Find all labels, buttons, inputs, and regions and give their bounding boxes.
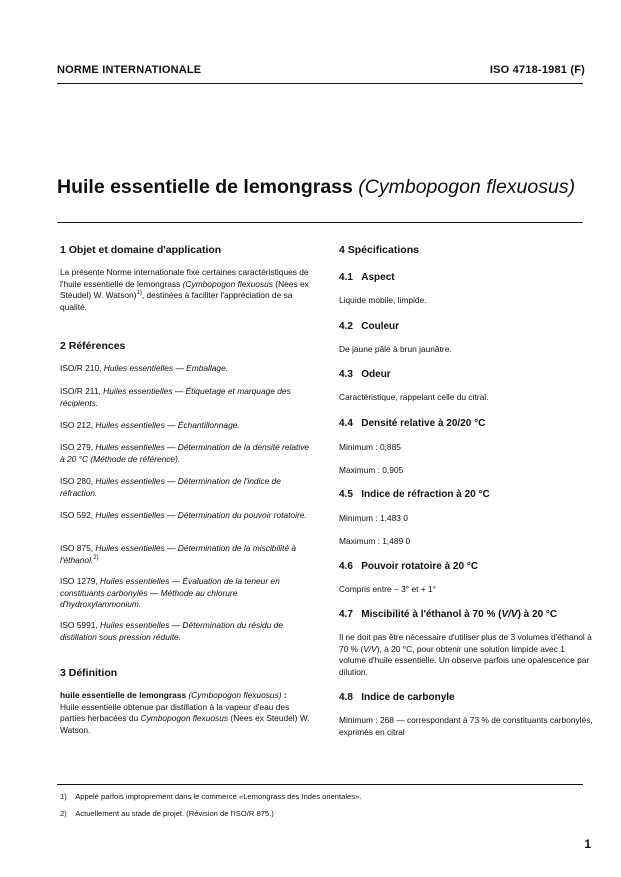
density-minimum: Minimum : 0,885 [339,442,401,452]
reference-item [60,510,314,522]
footnote-2 [60,809,274,818]
ref-title: Huiles essentielles — Évaluation de la teneur en constituants carbonylés — Méthode au chlorure d'hydroxylammonium. [60,576,280,610]
s1-text-b: (Nees ex Steudel) W. Watson) [60,278,309,301]
subsection-num: 4.5 [339,489,353,500]
refraction-minimum: Minimum : 1,483 0 [339,513,408,523]
header-standard-code: ISO 4718-1981 (F) [489,64,585,76]
ref-title: Huiles essentielles — Détermination du pouvoir rotatoire. [95,510,307,520]
title-main: Huile essentielle de lemongrass [57,176,353,198]
s1-text-italic: (Cymbopogon flexuosus [182,278,273,289]
subsection-num: 4.8 [339,692,353,703]
subsection-4-8-heading [339,692,455,703]
subsection-4-7-heading [339,609,557,620]
refraction-maximum: Maximum : 1,489 0 [339,536,411,546]
ref-title: Huiles essentielles — Emballage. [103,363,229,373]
subsection-title-a: Miscibilité à l'éthanol à 70 % ( [361,609,502,620]
ref-code: ISO/R 211, [60,386,101,396]
section-3-heading: 3 Définition [60,667,118,679]
reference-item [60,543,314,566]
ref-title: Huiles essentielles — Détermination du résidu de distillation sous pression réduite. [60,620,283,642]
subsection-num: 4.1 [339,272,353,283]
reference-item [60,442,314,465]
subsection-title: Densité relative à 20/20 °C [361,418,486,429]
ref-title: Huiles essentielles — Détermination de la miscibilité à l'éthanol. [60,543,297,565]
title-rule [57,222,583,223]
subsection-4-7-text [339,632,593,678]
subsection-title: Couleur [361,321,400,332]
footnote-mark: 1) [60,792,67,801]
s47-text-italic: V/V [363,643,377,654]
subsection-4-3-heading [339,369,391,380]
ref-code: ISO 875, [60,543,94,553]
definition-term: huile essentielle de lemongrass [60,690,187,700]
reference-item [60,476,314,499]
footnote-mark: 2) [60,809,67,818]
ref-code: ISO 279, [60,442,94,452]
header-standard-type: NORME INTERNATIONALE [57,64,202,76]
subsection-num: 4.4 [339,418,353,429]
ref-title: Huiles essentielles — Détermination de l'indice de réfraction. [60,476,281,498]
ref-code: ISO 1279, [60,576,98,586]
ref-code: ISO 280, [60,476,94,486]
definition-text-b: (Nees ex Steudel) W. Watson. [60,713,310,735]
section-2-heading: 2 Références [60,340,126,352]
definition-term-species: (Cymbopogon flexuosus) [188,690,282,700]
ref-code: ISO 5991, [60,620,98,630]
section-4-heading: 4 Spécifications [339,244,419,256]
document-title [57,176,575,199]
ref-code: ISO 212, [60,420,94,430]
s1-text-c: , destinées à faciliter l'appréciation de sa qualité. [60,290,293,312]
ref-title: Huiles essentielles — Étiquetage et marquage des récipients. [60,386,291,408]
subsection-num: 4.3 [339,369,353,380]
reference-item [60,620,314,643]
section-1-heading: 1 Objet et domaine d'application [60,244,222,256]
ref-title: Huiles essentielles — Échantillonnage. [95,420,240,430]
ref-code: ISO/R 210, [60,363,102,373]
subsection-num: 4.6 [339,561,353,572]
subsection-title: Odeur [361,369,391,380]
subsection-title: Aspect [361,272,395,283]
subsection-title-b: ) à 20 °C [517,609,558,620]
section-1-body [60,267,314,313]
subsection-title: Pouvoir rotatoire à 20 °C [361,561,479,572]
subsection-title: Indice de réfraction à 20 °C [361,489,490,500]
subsection-4-1-heading [339,272,395,283]
ref-title: Huiles essentielles — Détermination de la densité relative à 20 °C (Méthode de référence). [60,442,310,464]
s1-text-a: La présente Norme internationale fixe certaines caractéristiques de l'huile essentielle de lemongrass [60,267,309,289]
footnote-ref-2: 2) [93,554,99,561]
reference-item [60,420,314,432]
footnote-text: Actuellement au stade de projet. (Révision de l'ISO/R 875.) [75,809,274,818]
subsection-4-8-text: Minimum : 268 — correspondant à 73 % de constituants carbonylés, exprimés en citral [339,715,593,737]
subsection-4-2-text: De jaune pâle à brun jaunâtre. [339,344,452,354]
subsection-4-6-heading [339,561,478,572]
subsection-4-3-text: Caractéristique, rappelant celle du citral. [339,392,489,402]
footnote-rule [57,784,583,785]
subsection-4-5-heading [339,489,490,500]
reference-item [60,576,314,611]
title-species: (Cymbopogon flexuosus) [358,176,576,198]
subsection-4-1-text: Liquide mobile, limpide. [339,295,427,305]
subsection-num: 4.7 [339,609,353,620]
footnote-1 [60,792,361,801]
definition-colon: : [281,690,287,700]
definition-species: Cymbopogon flexuosus [140,713,229,724]
subsection-title: Indice de carbonyle [361,692,455,703]
subsection-title-italic: V/V [501,609,518,620]
density-maximum: Maximum : 0,905 [339,465,404,475]
section-3-body [60,690,314,736]
subsection-num: 4.2 [339,321,353,332]
subsection-4-4-heading [339,418,485,429]
footnote-ref-1: 1) [136,290,142,297]
footnote-text: Appelé parfois improprement dans le commerce «Lemongrass des Indes orientales». [75,792,362,801]
s47-text-b: ), à 20 °C, pour obtenir une solution limpide avec 1 volume d'huile essentielle. Un observe parfois une opalescence par dilution. [339,643,590,677]
reference-item [60,363,314,375]
definition-text-a: Huile essentielle obtenue par distillation à la vapeur d'eau des parties herbacées du [60,701,290,724]
page-number: 1 [584,837,591,851]
subsection-4-2-heading [339,321,399,332]
subsection-4-6-text: Compris entre − 3° et + 1° [339,584,437,594]
header-rule [57,83,583,84]
s47-text-a: Il ne doit pas être nécessaire d'utiliser plus de 3 volumes d'éthanol à 70 % ( [339,632,592,654]
ref-code: ISO 592, [60,510,94,520]
reference-item [60,386,314,409]
